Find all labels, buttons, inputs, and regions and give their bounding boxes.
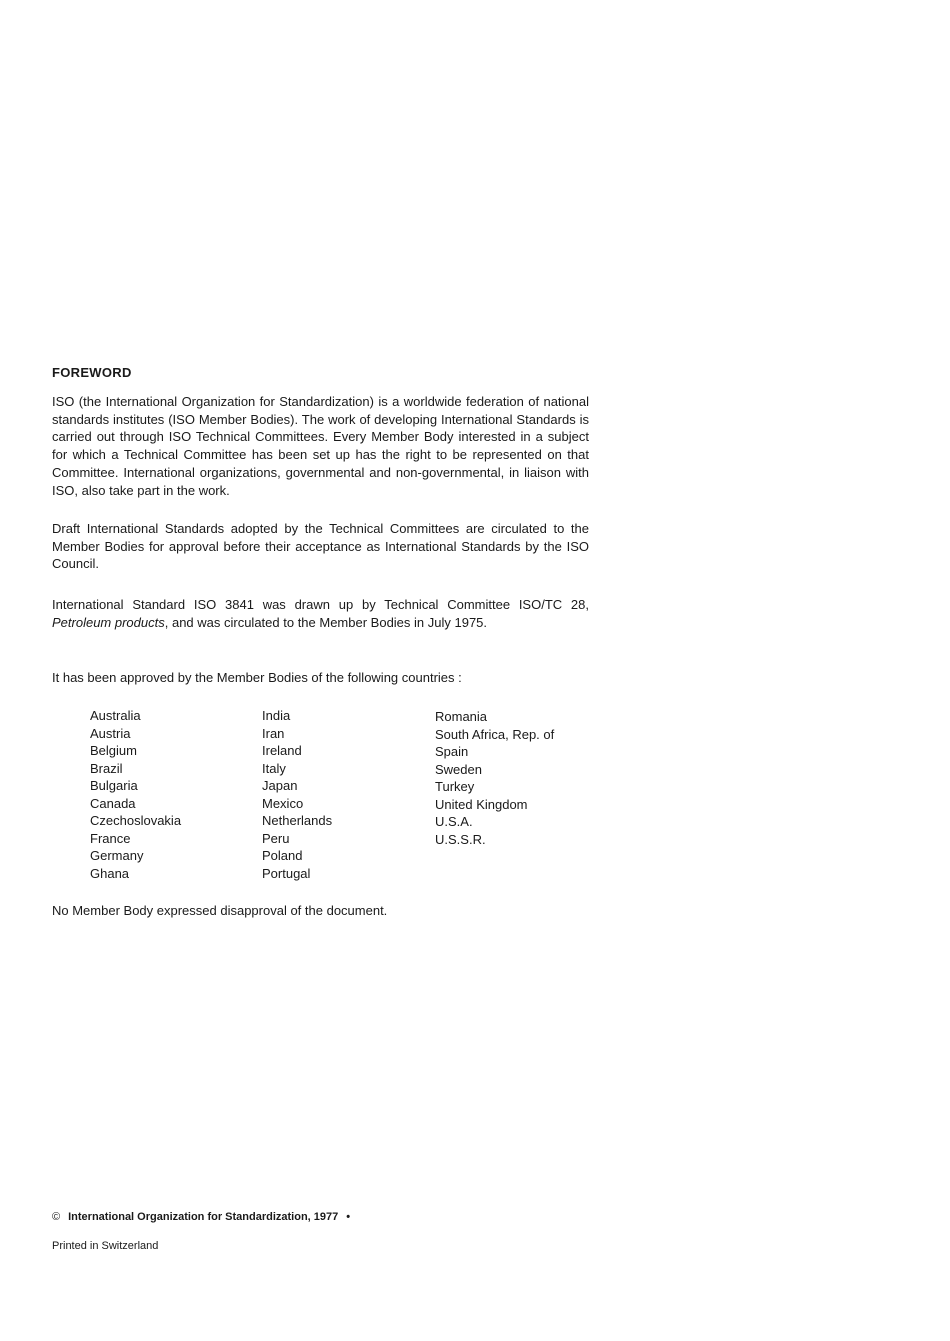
country-item: France — [90, 830, 131, 846]
bullet-icon: • — [346, 1211, 351, 1223]
country-item: United Kingdom — [435, 796, 528, 812]
foreword-paragraph-2: Draft International Standards adopted by the Technical Committees are circulated to the Member Bodies for approval before their acceptance as International Standards by the ISO Council. — [52, 521, 589, 572]
country-item: Germany — [90, 848, 144, 863]
country-item: Peru — [262, 830, 290, 846]
country-item: Poland — [262, 848, 303, 863]
copyright-text: International Organization for Standardization, 1977 — [68, 1211, 339, 1223]
country-item: Australia — [90, 708, 141, 723]
printed-location: Printed in Switzerland — [52, 1240, 159, 1252]
country-item: U.S.A. — [435, 814, 473, 829]
country-item: Bulgaria — [90, 778, 138, 793]
country-item: Mexico — [262, 795, 304, 811]
p3-text-before: International Standard ISO 3841 was drawn up by Technical Committee ISO/TC 28, — [52, 597, 589, 612]
country-item: Japan — [262, 778, 298, 793]
closing-statement: No Member Body expressed disapproval of the document. — [52, 903, 388, 918]
p3-committee-title: Petroleum products — [52, 614, 165, 630]
p3-text-after: , and was circulated to the Member Bodies in July 1975. — [164, 614, 488, 630]
country-item: South Africa, Rep. of — [435, 726, 555, 742]
foreword-paragraph-3 — [52, 596, 589, 631]
country-item: Belgium — [90, 743, 137, 758]
foreword-paragraph-1: ISO (the International Organization for Standardization) is a worldwide federation of national standards institutes (ISO Member Bodies). The work of developing International Standards is carried out through ISO Technical Committees. Every Member Body interested in a subject for which a Technical Committee has been set up has the right to be represented on that Committee. International organizations, governmental and non-governmental, in liaison with ISO, also take part in the work. — [52, 394, 589, 498]
country-item: Canada — [90, 795, 136, 811]
country-item: Brazil — [90, 760, 123, 776]
country-column-3 — [435, 708, 554, 848]
country-item: Turkey — [435, 779, 475, 794]
country-item: Ghana — [90, 865, 130, 881]
country-item: Italy — [262, 760, 286, 776]
country-item: India — [262, 708, 291, 723]
copyright-line — [52, 1211, 350, 1223]
country-column-2 — [262, 707, 332, 882]
country-item: Czechoslovakia — [90, 813, 182, 828]
copyright-icon: © — [52, 1211, 61, 1223]
country-item: Iran — [262, 725, 285, 741]
country-item: U.S.S.R. — [435, 831, 486, 847]
country-column-1 — [90, 707, 181, 882]
country-item: Portugal — [262, 865, 311, 881]
country-item: Ireland — [262, 743, 302, 758]
foreword-paragraph-4: It has been approved by the Member Bodies of the following countries : — [52, 670, 462, 685]
country-item: Romania — [435, 709, 488, 724]
country-item: Austria — [90, 725, 131, 741]
country-item: Sweden — [435, 761, 482, 777]
country-item: Netherlands — [262, 813, 333, 828]
foreword-heading: FOREWORD — [52, 365, 132, 380]
country-item: Spain — [435, 744, 469, 759]
